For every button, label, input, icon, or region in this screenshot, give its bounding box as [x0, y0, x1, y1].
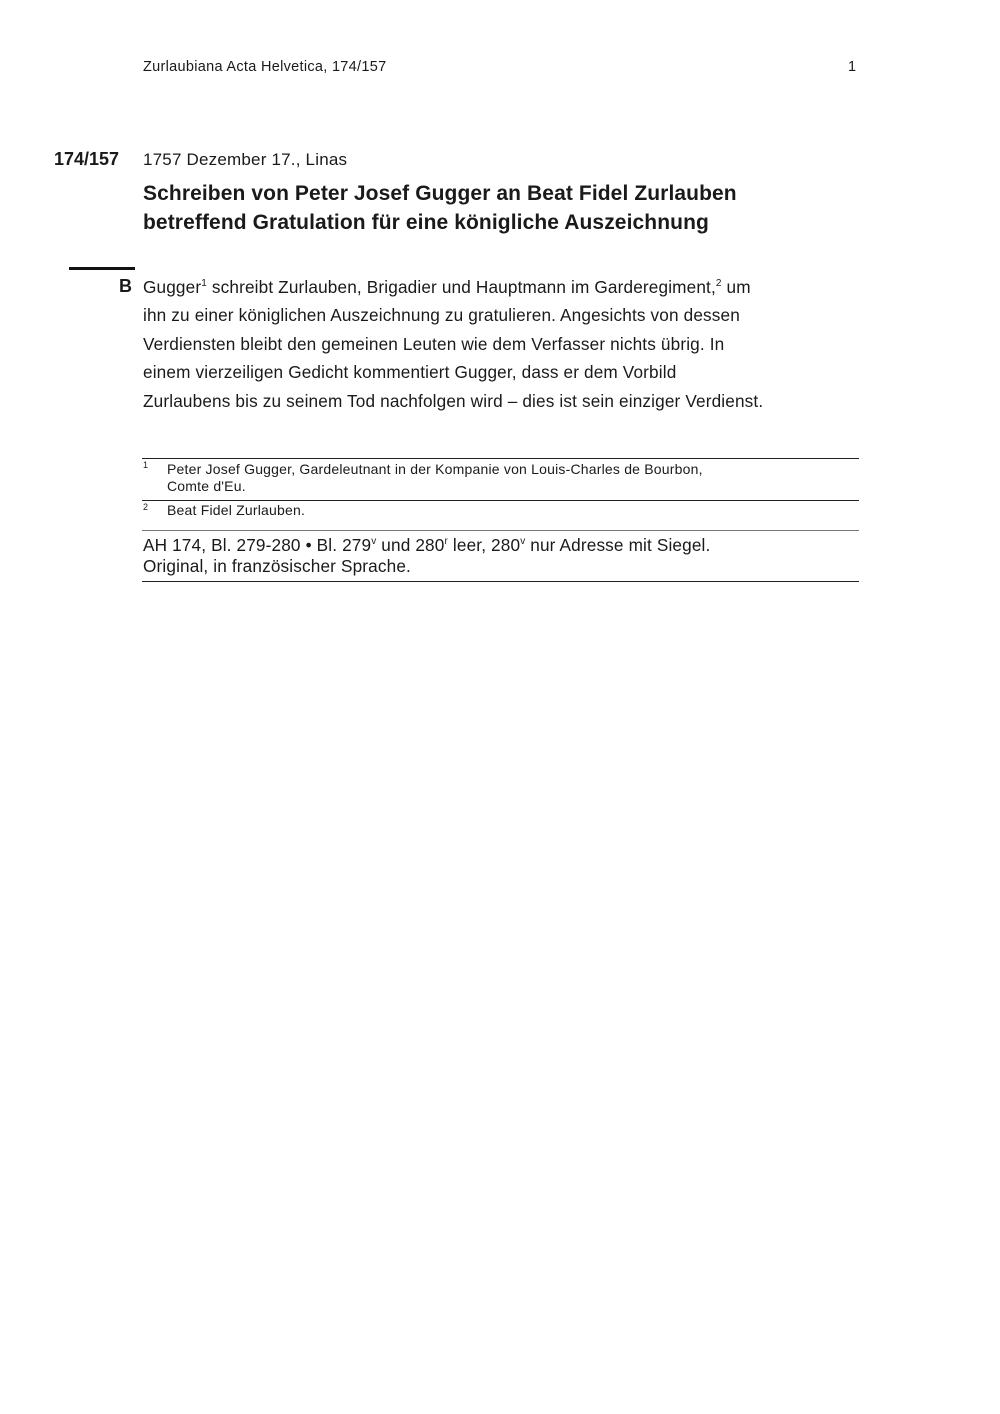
body-text: um	[721, 277, 751, 297]
date-place: 1757 Dezember 17., Linas	[143, 150, 348, 169]
body-line: einem vierzeiligen Gedicht kommentiert Gugger, dass er dem Vorbild	[143, 362, 677, 382]
footnote-ref[interactable]: 2	[715, 278, 722, 289]
document-title-line: betreffend Gratulation für eine königliche Auszeichnung	[143, 211, 709, 234]
body-line: Verdiensten bleibt den gemeinen Leuten wie dem Verfasser nichts übrig. In	[143, 334, 725, 354]
footnote-mark: 1	[143, 460, 149, 470]
source-rule	[142, 530, 859, 531]
footnote-ref[interactable]: 1	[201, 278, 207, 289]
source-text: AH 174, Bl. 279-280 • Bl. 279	[143, 535, 372, 555]
document-title-line: Schreiben von Peter Josef Gugger an Beat Fidel Zurlauben	[143, 182, 737, 205]
body-text: Gugger	[143, 277, 202, 297]
section-divider	[69, 267, 135, 270]
section-marker: B	[119, 276, 132, 296]
body-line: Zurlaubens bis zu seinem Tod nachfolgen wird – dies ist sein einziger Verdienst.	[143, 391, 764, 411]
footnote-mark: 2	[143, 502, 149, 512]
footnote-rule	[142, 458, 859, 459]
page-number: 1	[848, 59, 857, 75]
source-end-rule	[142, 581, 859, 582]
body-line: ihn zu einer königlichen Auszeichnung zu gratulieren. Angesichts von dessen	[143, 305, 740, 325]
source-sup: r	[444, 536, 448, 547]
source-text: leer, 280	[447, 535, 521, 555]
source-text: nur Adresse mit Siegel.	[525, 535, 711, 555]
document-number: 174/157	[54, 149, 120, 169]
source-line	[143, 535, 710, 556]
source-line: Original, in französischer Sprache.	[143, 556, 411, 576]
footnote-text: Comte d'Eu.	[167, 478, 246, 494]
source-text: und 280	[376, 535, 445, 555]
source-sup: v	[371, 536, 377, 547]
footnote-text: Peter Josef Gugger, Gardeleutnant in der Kompanie von Louis-Charles de Bourbon,	[167, 461, 703, 477]
running-title: Zurlaubiana Acta Helvetica, 174/157	[143, 59, 387, 75]
footnote-rule	[142, 500, 859, 501]
body-text: schreibt Zurlauben, Brigadier und Hauptmann im Garderegiment,	[206, 277, 716, 297]
source-sup: v	[520, 536, 526, 547]
body-line	[143, 277, 751, 298]
footnote-text: Beat Fidel Zurlauben.	[167, 502, 306, 518]
